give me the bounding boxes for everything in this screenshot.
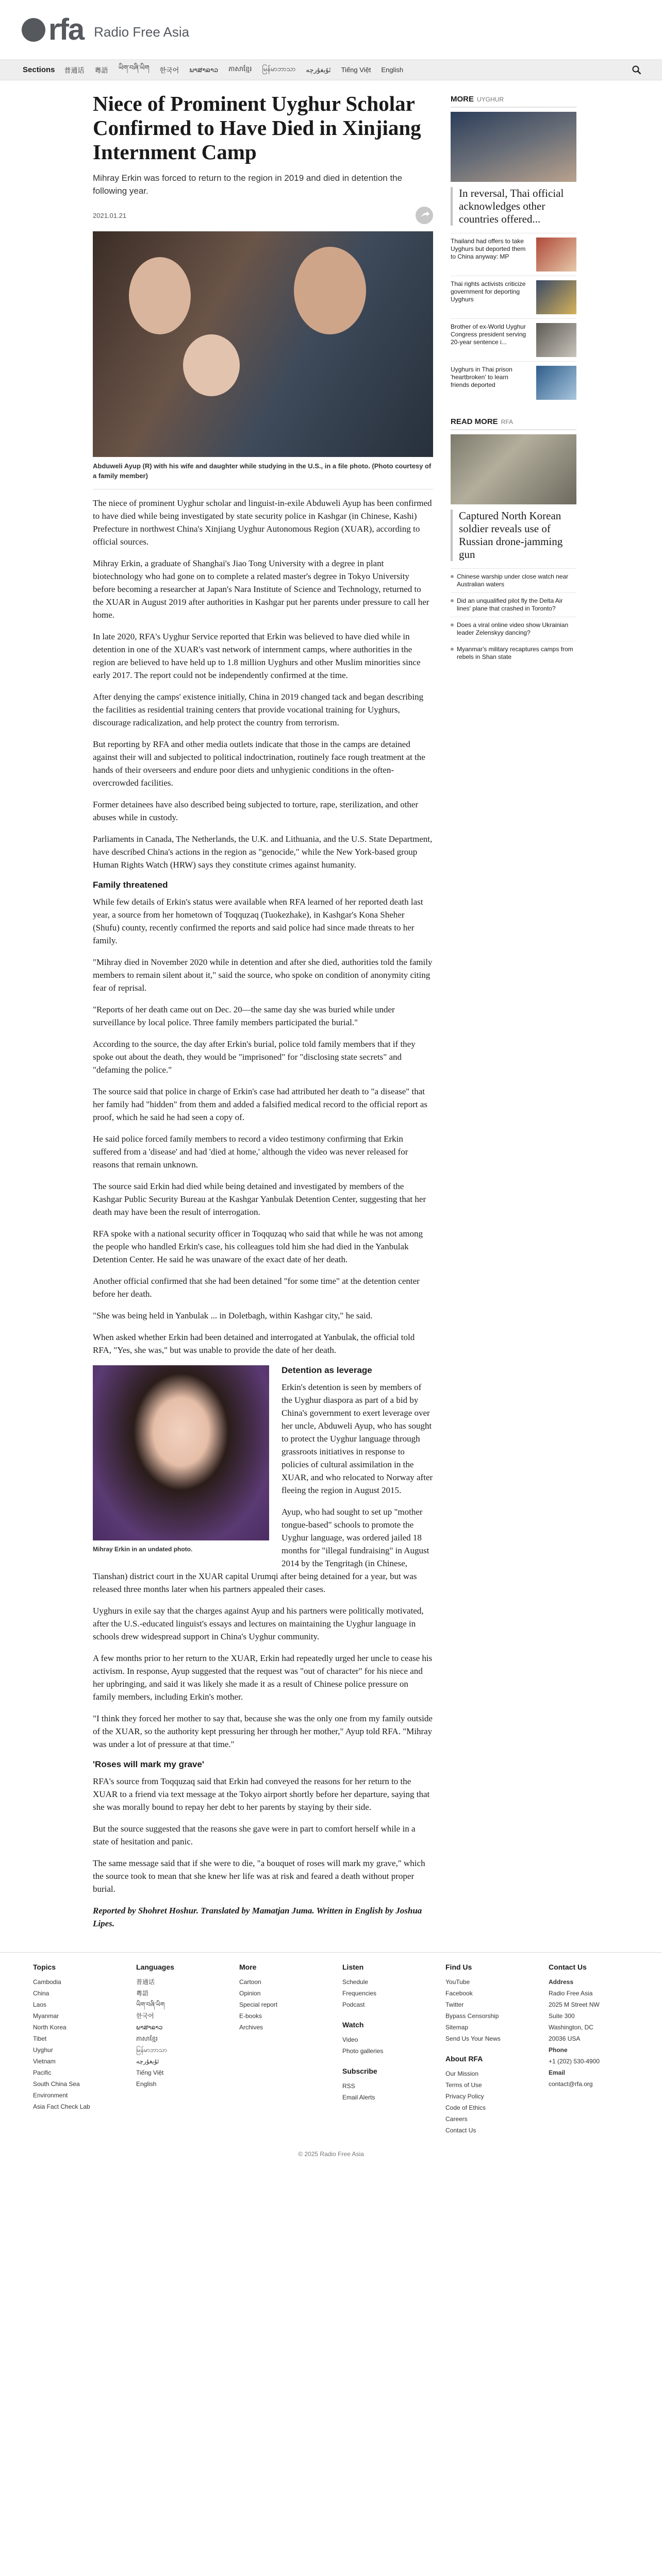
article-paragraph: In late 2020, RFA's Uyghur Service reported that Erkin was believed to have died while in detention in one of the XUAR's vast network of internment camps, where authorities in the region are believed to have held up to 1.8 million Uyghurs and other Muslim minorities since early 2017. The report could not be independently confirmed at the time. — [93, 632, 421, 680]
article-paragraph: Mihray Erkin, a graduate of Shanghai's Jiao Tong University with a degree in plant biotechnology who had gone on to complete a related master's degree in Tokyo University before becoming a researcher at Japan's Nara Institute of Science and Technology, returned to the XUAR in August 2019 after authorities in Kashgar put her parents under pressure to call her home. — [93, 558, 429, 620]
article-paragraph: The source said Erkin had died while being detained and investigated by members of the Kashgar Public Security Bureau at the Kashgar Yanbulak Detention Center, suggesting that her death may have been the result of interrogation. — [93, 1181, 426, 1217]
footer-link[interactable]: YouTube — [445, 1978, 470, 1986]
article-dek: Mihray Erkin was forced to return to the region in 2019 and died in detention the following year. — [93, 173, 403, 196]
article-paragraph: But reporting by RFA and other media outlets indicate that those in the camps are detained against their will and subjected to political indoctrination, routinely face rough treatment at the hands of their overseers and endure poor diets and unhygienic conditions in the often-overcrowded facilities. — [93, 739, 425, 788]
footer-link[interactable]: Pacific — [33, 2069, 52, 2076]
article-paragraph: When asked whether Erkin had been detained and interrogated at Yanbulak, the official told RFA, "Yes, she was," but was unable to provide the date of her death. — [93, 1332, 415, 1355]
footer-link[interactable]: Sitemap — [445, 2024, 469, 2031]
sidebar-story[interactable] — [451, 361, 576, 404]
footer-topics — [33, 1963, 136, 2136]
footer-link[interactable]: ئۇيغۇرچە — [136, 2058, 159, 2065]
footer-link[interactable]: Environment — [33, 2092, 68, 2099]
footer-link[interactable]: Twitter — [445, 2001, 464, 2008]
sidebar-story-thumb — [536, 323, 576, 357]
footer-link[interactable]: North Korea — [33, 2024, 67, 2031]
leverage-section — [93, 1365, 433, 1604]
article-paragraph: "Reports of her death came out on Dec. 20—the same day she was buried while under surveillance by local police. Three family members participated the burial." — [93, 1005, 395, 1027]
footer-link[interactable]: Myanmar — [33, 2012, 59, 2020]
article-paragraph: While few details of Erkin's status were available when RFA learned of her reported death last year, a source from her hometown of Toqquzaq (Tuokezhake), in Kashgar's Kona Sheher (Shufu) county, recently confirmed the reports and said police had since made threats to her family. — [93, 897, 423, 945]
footer-link[interactable]: Facebook — [445, 1990, 473, 1997]
sidebar-list-link[interactable]: Did an unqualified pilot fly the Delta Air lines' plane that crashed in Toronto? — [451, 592, 576, 617]
footer-spacer — [342, 2010, 445, 2021]
article-paragraph: "She was being held in Yanbulak ... in Doletbagh, within Kashgar city," he said. — [93, 1311, 373, 1320]
footer-link[interactable]: Cambodia — [33, 1978, 61, 1986]
footer-link[interactable]: Privacy Policy — [445, 2093, 484, 2100]
nav-language[interactable]: English — [381, 66, 404, 74]
article-paragraph: Uyghurs in exile say that the charges against Ayup and his partners were politically motivated, after the U.S.-educated linguist's essays and lectures on maintaining the Uyghur language in schools drew widespread support in China's Uyghur community. — [93, 1606, 424, 1641]
footer-link[interactable]: Vietnam — [33, 2058, 56, 2065]
article-paragraph: The source said that police in charge of Erkin's case had attributed her death to "a disease" that her family had "hidden" from them and added a falsified medical record to the official report as proof, which he said he had seen a copy of. — [93, 1087, 427, 1122]
share-icon — [416, 207, 433, 224]
article-paragraph: The same message said that if she were to die, "a bouquet of roses will mark my grave," which the source took to mean that she knew her life was at risk and feared a death without proper burial. — [93, 1858, 425, 1894]
footer-link[interactable]: RSS — [342, 2082, 355, 2090]
logo-subtitle: Radio Free Asia — [94, 24, 190, 40]
footer-subheading: Phone — [549, 2046, 568, 2054]
article-paragraph: Ayup, who had sought to set up "mother tongue-based" schools to promote the Uyghur language, was ordered jailed 18 months for "illegal fundraising" in August 2014 by the Tengritagh (in Chinese, Tianshan) district court in the XUAR capital Urumqi after being detained for a year, but was released three months later when his partners appealed their cases. — [93, 1507, 429, 1594]
footer-link[interactable]: China — [33, 1990, 49, 1997]
footer-link[interactable]: Video — [342, 2036, 358, 2043]
nav-language[interactable]: ພາສາລາວ — [189, 65, 219, 74]
footer-address-line: 2025 M Street NW — [549, 2001, 600, 2008]
site-footer — [0, 1952, 662, 2136]
footer-link[interactable]: 한국어 — [136, 2012, 154, 2020]
sidebar-story-thumb — [536, 280, 576, 314]
footer-link[interactable]: Asia Fact Check Lab — [33, 2103, 90, 2110]
sidebar-story[interactable] — [451, 276, 576, 318]
sidebar-hero-link[interactable]: Captured North Korean soldier reveals use of Russian drone-jamming gun — [451, 510, 576, 561]
article-paragraph: Former detainees have also described being subjected to torture, rape, sterilization, and other abuses while in custody. — [93, 800, 419, 822]
footer-spacer — [445, 2044, 549, 2055]
footer-address-line: 20036 USA — [549, 2035, 581, 2042]
sidebar-story-title[interactable]: Thailand had offers to take Uyghurs but deported them to China anyway: MP — [451, 238, 526, 260]
footer-subheading: Email — [549, 2069, 566, 2076]
article-paragraph: After denying the camps' existence initially, China in 2019 changed tack and began describing the facilities as residential training centers that provide vocational training for Uyghurs, discourage radicalization, and help protect the country from terrorism. — [93, 692, 424, 727]
article-date: 2021.01.21 — [93, 211, 127, 219]
footer-heading: More — [239, 1963, 257, 1971]
sidebar-title — [451, 95, 576, 108]
footer-find-us — [445, 1963, 549, 2136]
article-paragraph: A few months prior to her return to the XUAR, Erkin had repeatedly urged her uncle to cease his activism. In response, Ayup suggested that the request was "out of character" for his niece and her upbringing, and said it was likely she made it as a result of Chinese police pressure on family members, including Erkin's mother. — [93, 1653, 433, 1702]
footer-email[interactable]: contact@rfa.org — [549, 2080, 593, 2088]
sidebar-story-title[interactable]: Brother of ex-World Uyghur Congress president serving 20-year sentence i... — [451, 323, 526, 346]
article-paragraph: The niece of prominent Uyghur scholar and linguist-in-exile Abduweli Ayup has been confirmed to have died while being investigated by state security police in Kashgar (in Chinese, Kashi) Prefecture in northwest China's Xinjiang Uyghur Autonomous Region (XUAR), according to official sources. — [93, 498, 432, 547]
sidebar-hero-image[interactable] — [451, 434, 576, 504]
footer-link[interactable]: Opinion — [239, 1990, 261, 1997]
footer-spacer — [342, 2057, 445, 2067]
footer-link[interactable]: ភាសាខ្មែរ — [136, 2035, 158, 2042]
nav-language[interactable]: 粵語 — [94, 66, 108, 74]
sidebar-title-sub: RFA — [501, 418, 514, 426]
sidebar-list-link[interactable]: Chinese warship under close watch near Australian waters — [451, 568, 576, 592]
photo2-caption: Mihray Erkin in an undated photo. — [93, 1546, 193, 1553]
nav-language[interactable]: မြန်မာဘာသာ — [262, 65, 296, 73]
footer-link[interactable]: Our Mission — [445, 2070, 479, 2077]
footer-more — [239, 1963, 342, 2136]
sidebar-read-more-rfa — [451, 417, 576, 665]
footer-heading: Subscribe — [342, 2067, 377, 2075]
share-button[interactable] — [416, 207, 433, 224]
footer-link[interactable]: South China Sea — [33, 2080, 80, 2088]
photo-figure-child — [183, 334, 240, 396]
sidebar-story[interactable] — [451, 233, 576, 276]
footer-link[interactable]: Code of Ethics — [445, 2104, 486, 2111]
footer-heading: Contact Us — [549, 1963, 587, 1971]
sidebar-list-link[interactable]: Myanmar's military recaptures camps from rebels in Shan state — [451, 641, 576, 665]
logo-mark-icon — [22, 18, 45, 42]
article-paragraph: Another official confirmed that she had been detained "for some time" at the detention center before her death. — [93, 1276, 420, 1299]
footer-link[interactable]: Terms of Use — [445, 2081, 482, 2089]
footer-heading: About RFA — [445, 2055, 483, 2063]
footer-link[interactable]: Send Us Your News — [445, 2035, 501, 2042]
sidebar-hero-image[interactable] — [451, 112, 576, 182]
nav-language[interactable]: 普通话 — [64, 66, 85, 74]
sidebar-title — [451, 417, 576, 430]
footer-link[interactable]: Uyghur — [33, 2046, 53, 2054]
article-body — [93, 497, 433, 1930]
nav-language[interactable]: 한국어 — [159, 66, 179, 74]
footer-link[interactable]: Frequencies — [342, 1990, 377, 1997]
footer-link[interactable]: 粵語 — [136, 1990, 149, 1997]
article-paragraph: According to the source, the day after Erkin's burial, police told family members that if they spoke out about the death, they would be "imprisoned" for "disclosing state secrets" and "defaming the police." — [93, 1039, 416, 1075]
rfa-logo[interactable] — [22, 14, 189, 45]
footer-link[interactable]: Email Alerts — [342, 2094, 375, 2101]
article-paragraph: "I think they forced her mother to say that, because she was the only one from my family outside of the XUAR, so the authority kept pressuring her through her mother," Ayup told RFA. "Mihray was under a lot of pressure at that time." — [93, 1714, 433, 1749]
footer-link[interactable]: Special report — [239, 2001, 278, 2008]
footer-link[interactable]: Contact Us — [445, 2127, 476, 2134]
sections-menu-button[interactable]: Sections — [23, 65, 55, 74]
photo-caption: Abduweli Ayup (R) with his wife and daughter while studying in the U.S., in a file photo. (Photo courtesy of a family member) — [93, 457, 433, 489]
sidebar-title-sub: UYGHUR — [477, 96, 504, 103]
footer-link[interactable]: Careers — [445, 2115, 468, 2123]
footer-address-line: Radio Free Asia — [549, 1990, 593, 1997]
footer-phone[interactable]: +1 (202) 530-4900 — [549, 2058, 600, 2065]
footer-link[interactable]: Tiếng Việt — [136, 2069, 164, 2076]
section-heading: Detention as leverage — [282, 1365, 372, 1375]
article-paragraph: He said police forced family members to record a video testimony confirming that Erkin suffered from a 'disease' and had 'died at home,' although the video was never released for reasons that remain unknown. — [93, 1134, 408, 1170]
footer-address-line: Washington, DC — [549, 2024, 593, 2031]
sidebar-title-label: MORE — [451, 95, 474, 104]
footer-link[interactable]: Photo galleries — [342, 2047, 384, 2055]
nav-language[interactable]: ភាសាខ្មែរ — [228, 65, 252, 73]
footer-link[interactable]: Archives — [239, 2024, 263, 2031]
sidebar-story-title[interactable]: Uyghurs in Thai prison 'heartbroken' to learn friends deported — [451, 366, 512, 388]
sidebar-story[interactable] — [451, 318, 576, 361]
article-headline: Niece of Prominent Uyghur Scholar Confirmed to Have Died in Xinjiang Internment Camp — [93, 92, 421, 164]
footer-link[interactable]: Bypass Censorship — [445, 2012, 499, 2020]
footer-link[interactable]: Podcast — [342, 2001, 365, 2008]
footer-languages — [136, 1963, 239, 2136]
article — [93, 92, 433, 1939]
footer-heading: Listen — [342, 1963, 364, 1971]
sidebar-story-thumb — [536, 238, 576, 272]
footer-link[interactable]: Laos — [33, 2001, 47, 2008]
article-paragraph: "Mihray died in November 2020 while in detention and after she died, authorities told the family members to remain silent about it," said the source, who spoke on condition of anonymity citing fear of reprisal. — [93, 957, 433, 993]
section-heading: 'Roses will mark my grave' — [93, 1759, 204, 1769]
logo-text: rfa — [48, 13, 84, 46]
sidebar-list-link[interactable]: Does a viral online video show Ukrainian leader Zelenskyy dancing? — [451, 617, 576, 641]
photo-figure-man — [294, 247, 366, 334]
language-nav — [0, 60, 662, 80]
article-paragraph: Parliaments in Canada, The Netherlands, the U.K. and Lithuania, and the U.S. State Department, have described China's actions in the region as "genocide," while the New York-based group Human Rights Watch (HRW) says they constitute crimes against humanity. — [93, 834, 433, 870]
nav-language[interactable]: ཡིག་བཞི་ཡིག — [118, 64, 150, 72]
footer-link[interactable]: Schedule — [342, 1978, 369, 1986]
footer-link[interactable]: Tibet — [33, 2035, 47, 2042]
footer-link[interactable]: ཡིག་བཞི་ཡིག — [136, 2001, 165, 2008]
section-heading: Family threatened — [93, 880, 168, 890]
footer-subheading: Address — [549, 1978, 574, 1986]
footer-heading: Topics — [33, 1963, 56, 1971]
article-paragraph: But the source suggested that the reasons she gave were in part to comfort herself while in a state of hesitation and panic. — [93, 1824, 416, 1846]
sidebar-title-label: READ MORE — [451, 417, 498, 426]
sidebar-more-uyghur — [451, 95, 576, 404]
footer-heading: Find Us — [445, 1963, 472, 1971]
article-byline: Reported by Shohret Hoshur. Translated by Mamatjan Juma. Written in English by Joshua Lipes. — [93, 1906, 422, 1928]
article-meta — [93, 207, 433, 224]
footer-link[interactable]: English — [136, 2080, 157, 2088]
footer-link[interactable]: E-books — [239, 2012, 262, 2020]
photo-figure-woman — [129, 257, 191, 334]
footer-address-line: Suite 300 — [549, 2012, 575, 2020]
sidebar-hero-link[interactable]: In reversal, Thai official acknowledges other countries offered... — [451, 187, 576, 226]
copyright: © 2025 Radio Free Asia — [298, 2150, 364, 2158]
footer-listen — [342, 1963, 445, 2136]
search-icon[interactable] — [632, 65, 641, 75]
footer-contact — [549, 1963, 626, 2136]
site-header — [0, 0, 662, 60]
footer-heading: Languages — [136, 1963, 174, 1971]
sidebar-story-title[interactable]: Thai rights activists criticize government for deporting Uyghurs — [451, 280, 526, 303]
mihray-erkin-photo — [93, 1365, 269, 1540]
nav-language[interactable]: ئۇيغۇرچە — [306, 65, 331, 74]
article-paragraph: Erkin's detention is seen by members of the Uyghur diaspora as part of a bid by China's government to exert leverage over her uncle, Abduweli Ayup, who has sought to protect the Uyghur language through grassroots initiatives in response to policies of cultural assimilation in the XUAR, and who relocated to Norway after fleeing the region in August 2015. — [282, 1382, 433, 1495]
content-area — [0, 80, 662, 1939]
footer-link[interactable]: 普通话 — [136, 1978, 155, 1986]
sidebar-story-thumb — [536, 366, 576, 400]
inline-photo-block — [93, 1365, 269, 1554]
family-photo — [93, 231, 433, 457]
sidebar — [451, 92, 576, 1939]
footer-link[interactable]: ພາສາລາວ — [136, 2024, 163, 2031]
footer-link[interactable]: မြန်မာဘာသာ — [136, 2046, 167, 2054]
article-paragraph: RFA's source from Toqquzaq said that Erkin had conveyed the reasons for her return to the XUAR to a friend via text message at the Tokyo airport shortly before her departure, saying that she was morally bound to repay her debt to her parents by staying by their side. — [93, 1776, 430, 1812]
article-paragraph: RFA spoke with a national security officer in Toqquzaq who said that while he was not among the people who handled Erkin's case, his colleagues told him she had died in the Yanbulak Detention Center. He said he was unaware of the exact date of her death. — [93, 1229, 423, 1264]
footer-heading: Watch — [342, 2021, 364, 2029]
nav-language[interactable]: Tiếng Việt — [341, 66, 371, 74]
footer-link[interactable]: Cartoon — [239, 1978, 261, 1986]
